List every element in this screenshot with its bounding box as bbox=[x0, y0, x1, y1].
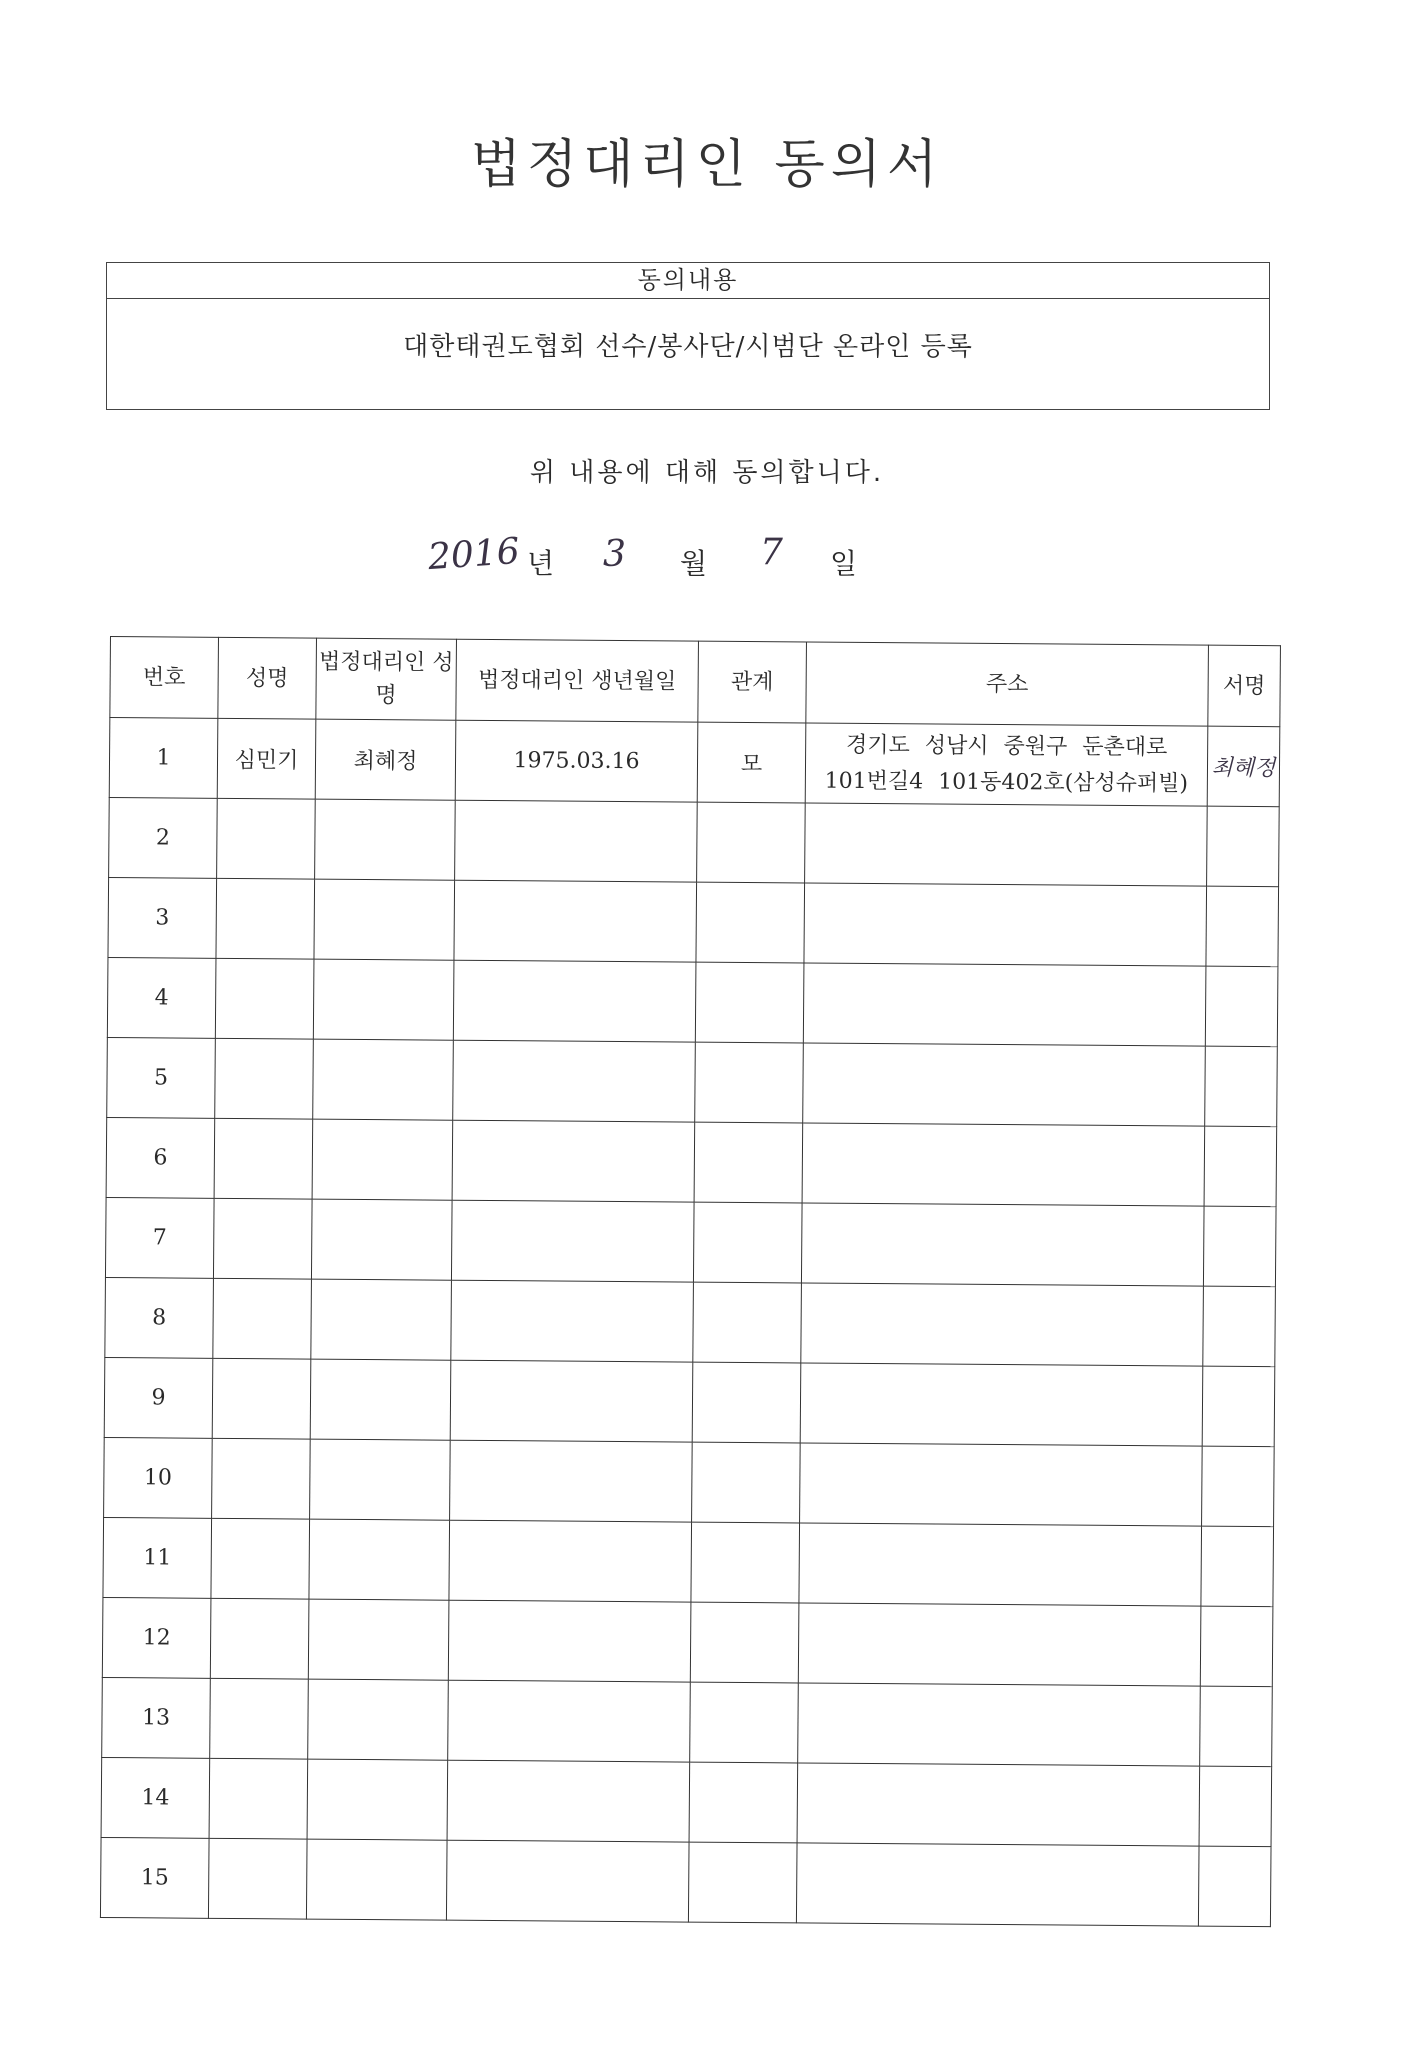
table-row bbox=[100, 1837, 1271, 1926]
row-guardian-birth[interactable] bbox=[448, 1600, 691, 1682]
row-number: 4 bbox=[107, 957, 216, 1038]
row-name[interactable] bbox=[210, 1598, 309, 1679]
table-row bbox=[102, 1677, 1273, 1766]
row-relation[interactable] bbox=[692, 1362, 801, 1443]
date-line bbox=[0, 530, 1414, 588]
table-row bbox=[103, 1517, 1274, 1606]
row-address[interactable] bbox=[800, 1443, 1203, 1526]
row-name[interactable] bbox=[216, 878, 315, 959]
row-address[interactable] bbox=[803, 963, 1206, 1046]
row-name[interactable] bbox=[213, 1198, 312, 1279]
row-signature[interactable] bbox=[1200, 1686, 1273, 1767]
consent-body: 대한태권도협회 선수/봉사단/시범단 온라인 등록 bbox=[403, 332, 973, 362]
header-relation: 관계 bbox=[698, 641, 807, 723]
row-guardian-birth[interactable] bbox=[450, 1440, 693, 1522]
row-relation[interactable] bbox=[693, 1202, 802, 1283]
row-number: 8 bbox=[105, 1277, 214, 1358]
row-relation[interactable] bbox=[690, 1682, 799, 1763]
row-address[interactable] bbox=[799, 1523, 1202, 1606]
row-signature[interactable] bbox=[1207, 806, 1280, 887]
row-guardian-name[interactable] bbox=[311, 1279, 452, 1360]
row-guardian-birth[interactable] bbox=[448, 1680, 691, 1762]
row-address[interactable] bbox=[796, 1843, 1199, 1926]
row-signature[interactable] bbox=[1205, 966, 1278, 1047]
row-relation[interactable] bbox=[688, 1842, 797, 1923]
row-guardian-name[interactable] bbox=[308, 1679, 449, 1760]
consent-box bbox=[106, 262, 1270, 410]
row-address[interactable] bbox=[802, 1123, 1205, 1206]
row-number: 5 bbox=[107, 1037, 216, 1118]
row-address[interactable] bbox=[805, 803, 1208, 886]
row-address[interactable] bbox=[801, 1203, 1204, 1286]
header-guardian-birth: 법정대리인 생년월일 bbox=[456, 639, 699, 722]
row-relation[interactable] bbox=[690, 1602, 799, 1683]
date-month-handwritten[interactable]: 3 bbox=[603, 534, 626, 575]
row-number: 7 bbox=[105, 1197, 214, 1278]
row-name[interactable] bbox=[212, 1438, 311, 1519]
header-number: 번호 bbox=[110, 637, 219, 719]
row-relation[interactable] bbox=[695, 1042, 804, 1123]
table-row bbox=[109, 797, 1280, 886]
row-number: 15 bbox=[100, 1837, 209, 1918]
row-guardian-birth[interactable] bbox=[449, 1520, 692, 1602]
row-guardian-name[interactable] bbox=[315, 799, 456, 880]
table-row bbox=[102, 1597, 1273, 1686]
row-number: 1 bbox=[109, 718, 218, 799]
table-row bbox=[109, 718, 1280, 807]
row-signature[interactable] bbox=[1200, 1606, 1273, 1687]
row-name[interactable] bbox=[217, 798, 316, 879]
date-year-label: 년 bbox=[527, 547, 555, 580]
row-guardian-birth[interactable] bbox=[453, 960, 696, 1042]
row-signature[interactable] bbox=[1203, 1206, 1276, 1287]
row-number: 11 bbox=[103, 1517, 212, 1598]
row-number: 13 bbox=[102, 1677, 211, 1758]
row-address[interactable] bbox=[804, 883, 1207, 966]
row-name[interactable] bbox=[213, 1278, 312, 1359]
row-name[interactable] bbox=[215, 958, 314, 1039]
row-name[interactable] bbox=[210, 1678, 309, 1759]
row-guardian-birth[interactable] bbox=[454, 880, 697, 962]
row-relation[interactable] bbox=[695, 962, 804, 1043]
header-address: 주소 bbox=[806, 642, 1209, 726]
row-name[interactable] bbox=[209, 1758, 308, 1839]
header-guardian-name: 법정대리인 성명 bbox=[316, 638, 457, 720]
row-guardian-birth[interactable] bbox=[455, 800, 698, 882]
row-name[interactable] bbox=[211, 1518, 310, 1599]
row-signature[interactable] bbox=[1198, 1846, 1271, 1927]
table-row bbox=[105, 1277, 1276, 1366]
row-signature[interactable] bbox=[1202, 1446, 1275, 1527]
date-year-handwritten[interactable]: 2016 bbox=[426, 530, 521, 579]
table-row bbox=[105, 1197, 1276, 1286]
row-signature[interactable] bbox=[1204, 1126, 1277, 1207]
row-number: 14 bbox=[101, 1757, 210, 1838]
table-row bbox=[104, 1357, 1275, 1446]
row-guardian-birth[interactable] bbox=[452, 1120, 695, 1202]
table-row bbox=[108, 877, 1279, 966]
row-guardian-name[interactable] bbox=[311, 1199, 452, 1280]
row-address-line1: 경기도 성남시 중원구 둔촌대로 bbox=[845, 733, 1168, 761]
row-guardian-name[interactable] bbox=[307, 1759, 448, 1840]
row-guardian-name[interactable] bbox=[313, 1039, 454, 1120]
row-address[interactable] bbox=[798, 1603, 1201, 1686]
row-signature[interactable] bbox=[1205, 1046, 1278, 1127]
table-row bbox=[107, 1037, 1278, 1126]
guardian-table bbox=[100, 636, 1281, 1927]
row-guardian-name[interactable] bbox=[306, 1839, 447, 1920]
row-relation[interactable] bbox=[693, 1282, 802, 1363]
row-guardian-name[interactable] bbox=[310, 1439, 451, 1520]
row-guardian-birth[interactable] bbox=[451, 1280, 694, 1362]
row-guardian-birth[interactable] bbox=[446, 1840, 689, 1922]
row-relation[interactable]: 모 bbox=[697, 722, 806, 803]
row-guardian-name[interactable] bbox=[310, 1359, 451, 1440]
row-number: 2 bbox=[109, 797, 218, 878]
row-guardian-name[interactable] bbox=[313, 959, 454, 1040]
row-relation[interactable] bbox=[692, 1442, 801, 1523]
page-title: 법정대리인 동의서 bbox=[470, 135, 944, 195]
row-name[interactable] bbox=[215, 1038, 314, 1119]
row-number: 12 bbox=[102, 1597, 211, 1678]
row-number: 6 bbox=[106, 1117, 215, 1198]
date-day-label: 일 bbox=[830, 547, 858, 580]
row-guardian-name[interactable] bbox=[308, 1599, 449, 1680]
header-signature: 서명 bbox=[1208, 645, 1281, 727]
row-guardian-birth[interactable] bbox=[451, 1200, 694, 1282]
consent-header: 동의내용 bbox=[107, 263, 1269, 299]
row-signature[interactable] bbox=[1203, 1286, 1276, 1367]
table-row bbox=[101, 1757, 1272, 1846]
row-number: 9 bbox=[104, 1357, 213, 1438]
row-guardian-name[interactable]: 최혜정 bbox=[315, 719, 456, 800]
row-signature[interactable]: 최혜정 bbox=[1207, 726, 1280, 807]
row-guardian-birth[interactable] bbox=[450, 1360, 693, 1442]
row-guardian-name[interactable] bbox=[312, 1119, 453, 1200]
date-month-label: 월 bbox=[680, 547, 708, 580]
row-relation[interactable] bbox=[694, 1122, 803, 1203]
row-address[interactable] bbox=[798, 1683, 1201, 1766]
row-signature[interactable] bbox=[1206, 886, 1279, 967]
table-row bbox=[107, 957, 1278, 1046]
row-address[interactable] bbox=[805, 723, 1208, 806]
row-guardian-birth[interactable] bbox=[447, 1760, 690, 1842]
row-relation[interactable] bbox=[691, 1522, 800, 1603]
row-signature[interactable] bbox=[1199, 1766, 1272, 1847]
row-guardian-name[interactable] bbox=[314, 879, 455, 960]
row-address[interactable] bbox=[800, 1363, 1203, 1446]
row-name[interactable] bbox=[214, 1118, 313, 1199]
row-address[interactable] bbox=[797, 1763, 1200, 1846]
row-relation[interactable] bbox=[689, 1762, 798, 1843]
row-signature[interactable] bbox=[1201, 1526, 1274, 1607]
row-guardian-birth[interactable]: 1975.03.16 bbox=[455, 720, 698, 802]
date-day-handwritten[interactable]: 7 bbox=[760, 532, 783, 573]
row-address-line2: 101번길4 101동402호(삼성슈퍼빌) bbox=[824, 768, 1189, 796]
table-row bbox=[106, 1117, 1277, 1206]
row-relation[interactable] bbox=[697, 802, 806, 883]
table-row bbox=[104, 1437, 1275, 1526]
row-relation[interactable] bbox=[696, 882, 805, 963]
row-signature[interactable] bbox=[1202, 1366, 1275, 1447]
table-header-row bbox=[110, 637, 1281, 727]
row-address[interactable] bbox=[801, 1283, 1204, 1366]
row-number: 10 bbox=[104, 1437, 213, 1518]
row-name[interactable] bbox=[212, 1358, 311, 1439]
row-guardian-name[interactable] bbox=[309, 1519, 450, 1600]
row-name[interactable]: 심민기 bbox=[217, 718, 316, 799]
row-guardian-birth[interactable] bbox=[453, 1040, 696, 1122]
row-name[interactable] bbox=[208, 1838, 307, 1919]
header-name: 성명 bbox=[218, 637, 317, 719]
agreement-statement: 위 내용에 대해 동의합니다. bbox=[529, 458, 885, 488]
row-number: 3 bbox=[108, 877, 217, 958]
row-address[interactable] bbox=[803, 1043, 1206, 1126]
